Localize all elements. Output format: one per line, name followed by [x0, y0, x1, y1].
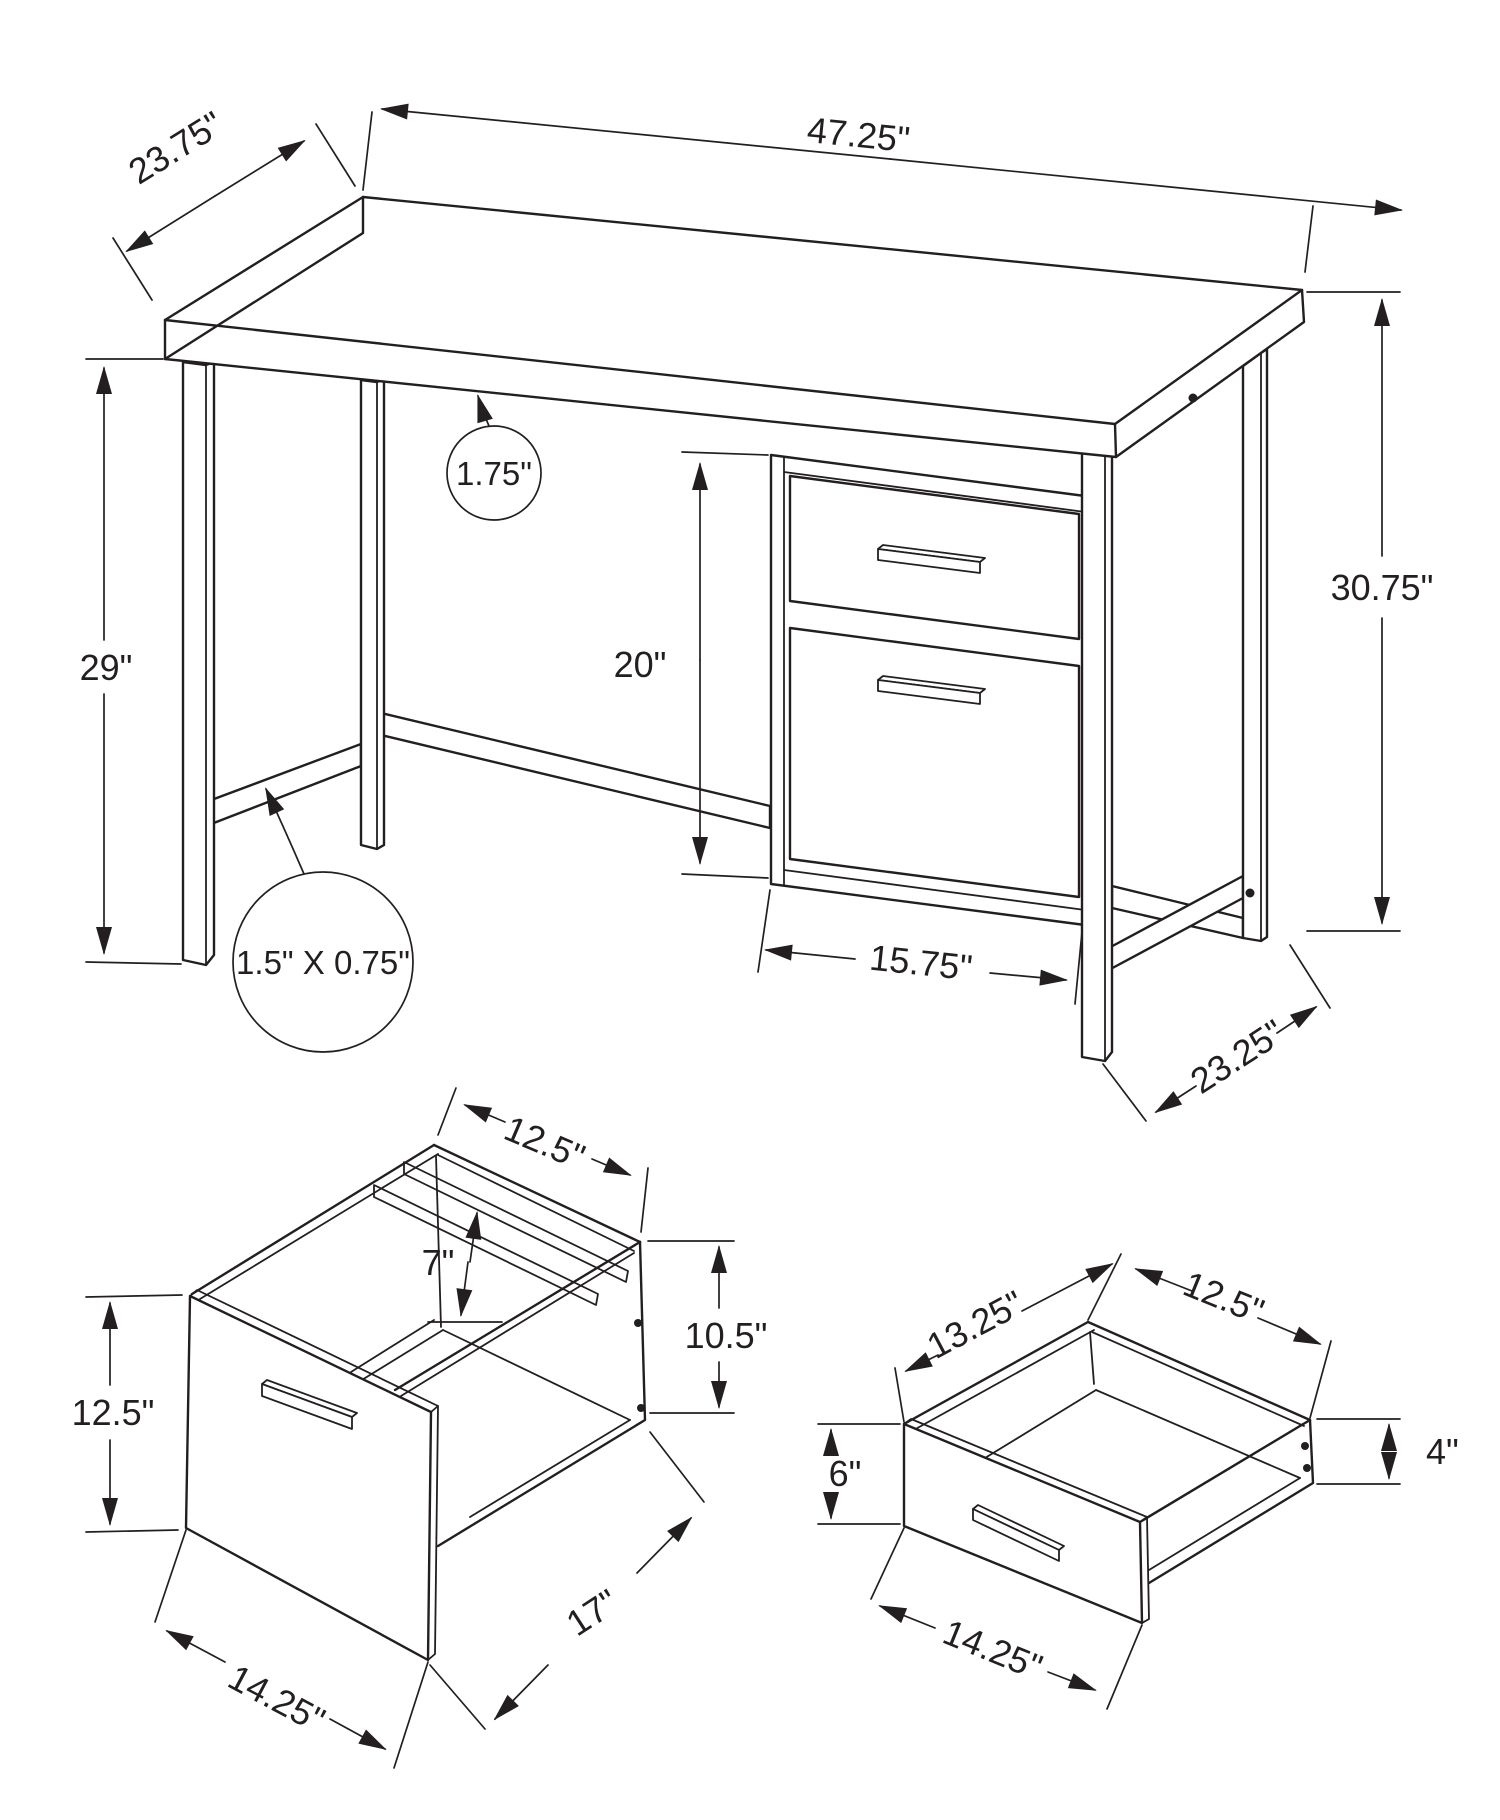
dim-label-file-top-width: 12.5": [498, 1107, 591, 1178]
file-drawer-view: [72, 1088, 768, 1768]
dim-label-rail-drop: 7": [421, 1242, 455, 1283]
dim-label-top-thickness: 1.75": [456, 455, 532, 492]
desk-drawer-pedestal: [771, 455, 1085, 925]
dim-label-small-depth: 13.25": [920, 1282, 1031, 1367]
file-drawer-rails: [374, 1162, 628, 1305]
screw-hole: [1303, 1464, 1311, 1472]
desk-assembled-view: [80, 103, 1434, 1121]
dim-label-overall-height: 30.75": [1330, 567, 1434, 608]
screw-hole: [637, 1404, 645, 1412]
dim-label-file-front-height: 12.5": [71, 1392, 155, 1433]
screw-hole: [1246, 889, 1255, 898]
dim-overall-height: [1307, 292, 1433, 931]
dim-label-small-top-width: 12.5": [1177, 1262, 1270, 1332]
dim-small-depth: [895, 1254, 1121, 1422]
desk-back-right-leg: [1243, 349, 1267, 941]
dim-label-small-front-width: 14.25": [937, 1611, 1049, 1688]
dim-file-depth: [430, 1432, 704, 1729]
dim-label-top-depth: 23.75": [121, 102, 231, 193]
dim-base-depth: [1103, 945, 1330, 1121]
small-drawer-front-panel: [904, 1419, 1149, 1623]
desk-front-right-leg: [1082, 451, 1112, 1061]
callout-top-thickness: [447, 396, 541, 520]
small-drawer-view: [818, 1254, 1459, 1709]
dim-label-top-length: 47.25": [805, 109, 912, 161]
dim-small-front-height: [818, 1424, 900, 1524]
screw-hole: [1301, 1442, 1309, 1450]
desk-left-stretcher: [206, 744, 361, 826]
dim-file-side-height: [648, 1241, 767, 1413]
dim-label-frame-tube: 1.5" X 0.75": [236, 944, 410, 981]
desk-top-slab: [165, 197, 1304, 457]
dim-label-leg-height: 29": [79, 647, 133, 688]
dim-leg-height: [80, 359, 181, 964]
dim-label-small-front-height: 6": [828, 1453, 862, 1494]
dim-label-small-side-height: 4": [1426, 1431, 1459, 1472]
dim-file-front-height: [72, 1295, 182, 1532]
file-drawer-front-panel: [186, 1290, 438, 1660]
dim-label-file-depth: 17": [558, 1580, 626, 1644]
dim-label-pedestal-height: 20": [613, 644, 667, 685]
dim-rail-drop: [422, 1213, 502, 1322]
dim-label-file-side-height: 10.5": [684, 1315, 768, 1356]
callout-frame-tube: [233, 789, 413, 1052]
screw-hole: [1189, 394, 1198, 403]
dim-label-file-front-width: 14.25": [221, 1656, 332, 1741]
dim-label-base-depth: 23.25": [1182, 1011, 1292, 1102]
dim-file-top-width: [438, 1088, 648, 1232]
desk-front-left-leg: [183, 362, 214, 965]
desk-back-left-leg: [361, 379, 384, 849]
dim-small-side-height: [1317, 1419, 1459, 1484]
screw-hole: [634, 1319, 642, 1327]
dim-label-pedestal-width: 15.75": [867, 936, 975, 989]
